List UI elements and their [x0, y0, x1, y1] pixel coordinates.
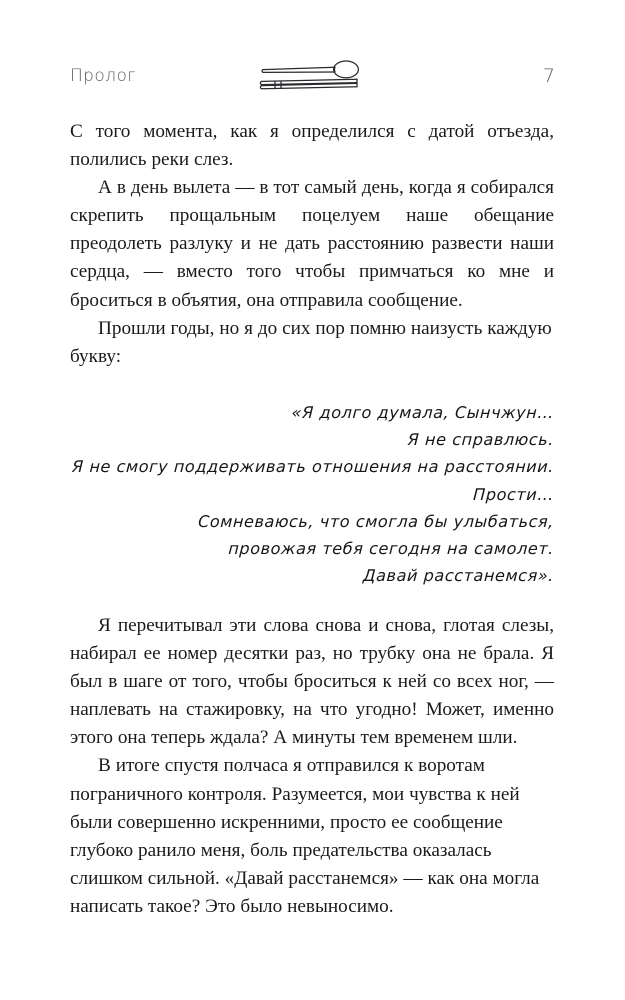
- paragraph: Я перечитывал эти слова снова и снова, глотая слезы, набирал ее номер десятки раз, но трубку она не брала. Я был в шаге от того, чтобы броситься к ней со всех ног, — наплевать на стажировку, на что угодно! Может, именно этого она теперь ждала? А минуты тем временем шли.: [70, 615, 554, 749]
- quote-line: «Я долго думала, Сынчжун…: [291, 403, 555, 422]
- body-text-lower: [70, 612, 554, 921]
- quoted-message: [70, 399, 554, 589]
- paragraph: В итоге спустя полчаса я отправился к воротам пограничного контроля. Разумеется, мои чувства к ней были совершенно искренними, просто ее сообщение глубоко ранило меня, боль предательства оказалась слишком сильной. «Давай расстанемся» — как она могла написать такое? Это было невыносимо.: [70, 755, 540, 917]
- body-text-upper: [70, 118, 554, 371]
- paragraph: Прошли годы, но я до сих пор помню наизусть каждую букву:: [70, 317, 552, 367]
- paragraph: С того момента, как я определился с датой отъезда, полились реки слез.: [70, 121, 554, 171]
- paragraph: А в день вылета — в тот самый день, когда я собирался скрепить прощальным поцелуем наше обещание преодолеть разлуку и не дать расстоянию развести наши сердца, — вместо того чтобы примчаться ко мне и броситься в объятия, она отправила сообщение.: [70, 177, 554, 311]
- quote-line: Сомневаюсь, что смогла бы улыбаться,: [197, 511, 555, 531]
- quote-line: Я не справлюсь.: [407, 430, 555, 450]
- quote-line: Я не смогу поддерживать отношения на расстоянии.: [71, 457, 555, 477]
- quote-line: Прости…: [472, 484, 555, 504]
- page-number: 7: [542, 65, 555, 87]
- quote-line: провожая тебя сегодня на самолет.: [227, 539, 555, 559]
- running-head: [70, 56, 555, 96]
- quote-line: Давай расстанемся».: [362, 566, 555, 586]
- page-title: Пролог: [70, 66, 136, 86]
